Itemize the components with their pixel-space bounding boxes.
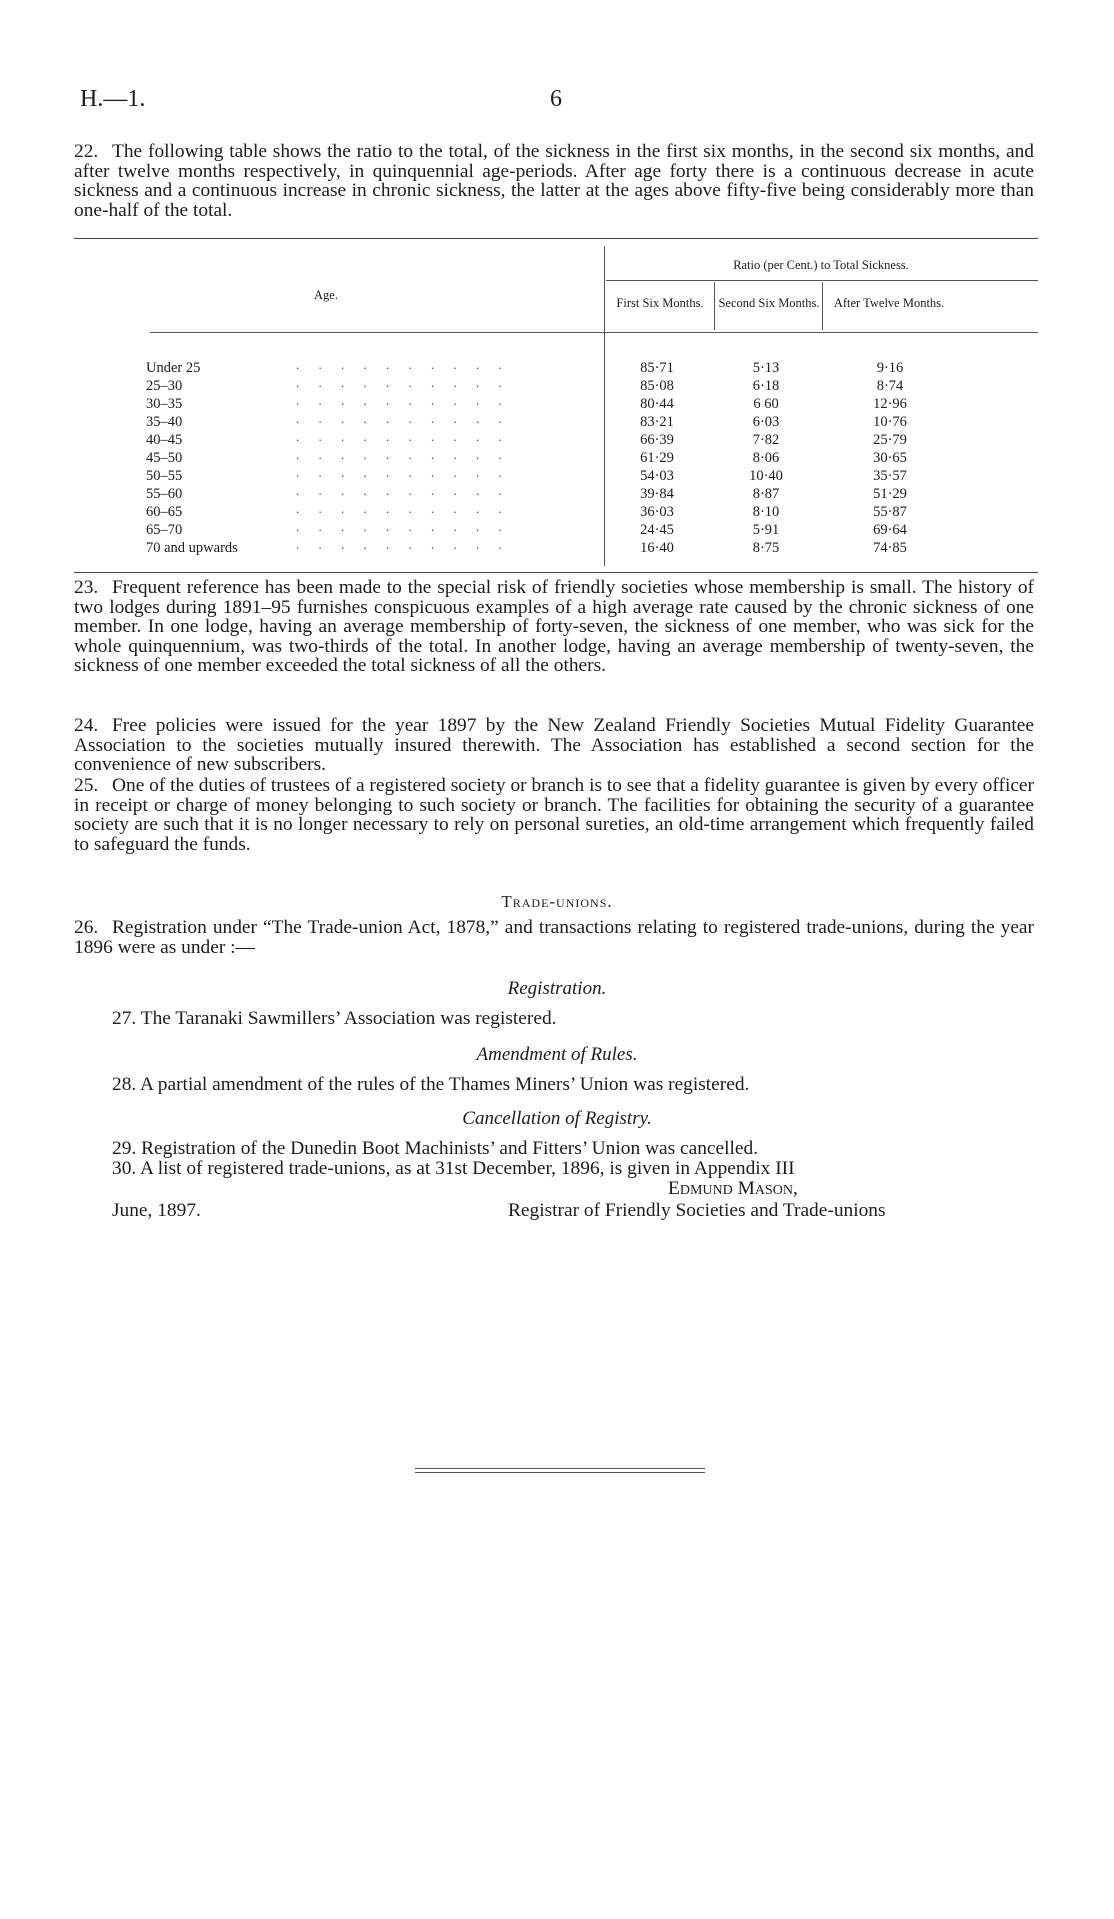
age-column-header: Age.	[314, 288, 338, 302]
after-twelve-months-cell: 69·64	[873, 522, 907, 538]
first-six-months-cell: 85·71	[640, 360, 674, 376]
trade-unions-heading: Trade-unions.	[501, 892, 613, 911]
paragraph-text: The following table shows the ratio to the total, of the sickness in the first six months, in the second six months, and after twelve months respectively, in quinquennial age-periods. After age forty there is a continuous decrease in acute sickness and a continuous increase in chronic sickness, the latter at the ages above fifty-five being considerably more than one-half of the total.	[74, 141, 1034, 221]
table-row	[74, 537, 1038, 557]
paragraph-number: 25.	[74, 775, 99, 796]
after-twelve-months-cell: 55·87	[873, 504, 907, 520]
paragraph-25	[74, 776, 1034, 854]
table-row	[74, 519, 1038, 539]
second-six-months-cell: 5·91	[752, 522, 780, 538]
after-twelve-months-cell: 10·76	[873, 414, 907, 430]
page-number: 6	[550, 86, 562, 112]
second-six-months-cell: 10·40	[749, 468, 783, 484]
signature-date: June, 1897.	[112, 1200, 201, 1221]
second-six-months-cell: 8·10	[752, 504, 780, 520]
after-twelve-months-cell: 9·16	[876, 360, 904, 376]
age-cell: 65–70	[146, 522, 183, 538]
paragraph-30: 30. A list of registered trade-unions, as at 31st December, 1896, is given in Appendix III	[112, 1158, 795, 1179]
second-six-months-cell: 6 60	[753, 396, 779, 412]
leader-dots: . . . . . . . . . .	[296, 537, 510, 552]
footer-rule	[415, 1472, 705, 1473]
leader-dots: . . . . . . . . . .	[296, 393, 510, 408]
second-six-months-cell: 8·87	[752, 486, 780, 502]
cancellation-heading: Cancellation of Registry.	[462, 1108, 652, 1129]
table-row	[74, 501, 1038, 521]
second-six-months-cell: 5·13	[752, 360, 780, 376]
paragraph-text: Frequent reference has been made to the special risk of friendly societies whose membership is small. The history of two lodges during 1891–95 furnishes conspicuous examples of a high average rate caused by the chronic sickness of one member. In one lodge, having an average membership of forty-seven, the sickness of one member, who was sick for the whole quinquennium, was two-thirds of the total. In another lodge, having an average membership of twenty-seven, the sickness of one member exceeded the total sickness of all the others.	[74, 577, 1034, 677]
paragraph-28: 28. A partial amendment of the rules of the Thames Miners’ Union was registered.	[112, 1074, 750, 1095]
sickness-ratio-table	[74, 246, 1038, 570]
signatory-title: Registrar of Friendly Societies and Trade-unions	[508, 1200, 886, 1221]
leader-dots: . . . . . . . . . .	[296, 519, 510, 534]
table-top-rule	[74, 238, 1038, 239]
second-six-months-cell: 8·06	[752, 450, 780, 466]
first-six-months-cell: 36·03	[640, 504, 674, 520]
age-cell: Under 25	[146, 360, 201, 376]
paragraph-22	[74, 142, 1034, 220]
table-row	[74, 375, 1038, 395]
leader-dots: . . . . . . . . . .	[296, 357, 510, 372]
table-row	[74, 411, 1038, 431]
leader-dots: . . . . . . . . . .	[296, 501, 510, 516]
paragraph-text: Registration under “The Trade-union Act, 1878,” and transactions relating to registered trade-unions, during the year 1896 were as under :—	[74, 917, 1034, 958]
first-six-months-cell: 16·40	[640, 540, 674, 556]
paragraph-text: One of the duties of trustees of a registered society or branch is to see that a fidelity guarantee is given by every officer in receipt or charge of money belonging to such society or branch. The facilities for obtaining the security of a guarantee society are such that it is no longer necessary to rely on personal sureties, an old-time arrangement which frequently failed to safeguard the funds.	[74, 775, 1034, 855]
paragraph-23	[74, 578, 1034, 676]
paragraph-27: 27. The Taranaki Sawmillers’ Association was registered.	[112, 1008, 557, 1029]
first-six-months-header: First Six Months.	[616, 296, 704, 310]
first-six-months-cell: 85·08	[640, 378, 674, 394]
table-bottom-rule	[74, 572, 1038, 573]
table-row	[74, 357, 1038, 377]
second-six-months-header: Second Six Months.	[718, 296, 820, 310]
after-twelve-months-cell: 8·74	[876, 378, 904, 394]
ratio-group-header: Ratio (per Cent.) to Total Sickness.	[733, 258, 909, 272]
leader-dots: . . . . . . . . . .	[296, 483, 510, 498]
paragraph-number: 22.	[74, 141, 99, 162]
age-cell: 55–60	[146, 486, 183, 502]
second-six-months-cell: 6·03	[752, 414, 780, 430]
leader-dots: . . . . . . . . . .	[296, 447, 510, 462]
table-row	[74, 393, 1038, 413]
paragraph-24	[74, 716, 1034, 775]
after-twelve-months-cell: 25·79	[873, 432, 907, 448]
table-row	[74, 483, 1038, 503]
amendment-heading: Amendment of Rules.	[476, 1044, 638, 1065]
paragraph-text: Free policies were issued for the year 1897 by the New Zealand Friendly Societies Mutual Fidelity Guarantee Association to the societies mutually insured therewith. The Association has established a second section for the convenience of new subscribers.	[74, 715, 1034, 776]
age-cell: 50–55	[146, 468, 183, 484]
column-divider	[822, 282, 823, 330]
after-twelve-months-cell: 74·85	[873, 540, 907, 556]
first-six-months-cell: 80·44	[640, 396, 674, 412]
first-six-months-cell: 54·03	[640, 468, 674, 484]
table-row	[74, 447, 1038, 467]
second-six-months-cell: 6·18	[752, 378, 780, 394]
paragraph-26	[74, 918, 1034, 957]
group-header-rule	[606, 280, 1038, 281]
age-cell: 40–45	[146, 432, 183, 448]
leader-dots: . . . . . . . . . .	[296, 375, 510, 390]
page-header	[80, 86, 1040, 116]
after-twelve-months-cell: 30·65	[873, 450, 907, 466]
table-row	[74, 429, 1038, 449]
age-cell: 25–30	[146, 378, 183, 394]
paragraph-number: 23.	[74, 577, 99, 598]
footer-rule	[415, 1468, 705, 1469]
first-six-months-cell: 61·29	[640, 450, 674, 466]
age-cell: 45–50	[146, 450, 183, 466]
leader-dots: . . . . . . . . . .	[296, 411, 510, 426]
document-code: H.—1.	[80, 86, 146, 112]
first-six-months-cell: 24·45	[640, 522, 674, 538]
header-bottom-rule	[150, 332, 1038, 333]
table-row	[74, 465, 1038, 485]
age-cell: 30–35	[146, 396, 183, 412]
first-six-months-cell: 66·39	[640, 432, 674, 448]
after-twelve-months-cell: 35·57	[873, 468, 907, 484]
signatory-name: Edmund Mason,	[668, 1178, 798, 1199]
first-six-months-cell: 83·21	[640, 414, 674, 430]
leader-dots: . . . . . . . . . .	[296, 465, 510, 480]
after-twelve-months-cell: 12·96	[873, 396, 907, 412]
second-six-months-cell: 7·82	[752, 432, 780, 448]
first-six-months-cell: 39·84	[640, 486, 674, 502]
after-twelve-months-cell: 51·29	[873, 486, 907, 502]
after-twelve-months-header: After Twelve Months.	[833, 296, 945, 310]
paragraph-number: 24.	[74, 715, 99, 736]
paragraph-29: 29. Registration of the Dunedin Boot Machinists’ and Fitters’ Union was cancelled.	[112, 1138, 759, 1159]
registration-heading: Registration.	[507, 978, 607, 999]
age-cell: 60–65	[146, 504, 183, 520]
age-cell: 35–40	[146, 414, 183, 430]
age-cell: 70 and upwards	[146, 540, 238, 556]
second-six-months-cell: 8·75	[752, 540, 780, 556]
column-divider	[714, 282, 715, 330]
leader-dots: . . . . . . . . . .	[296, 429, 510, 444]
paragraph-number: 26.	[74, 917, 99, 938]
